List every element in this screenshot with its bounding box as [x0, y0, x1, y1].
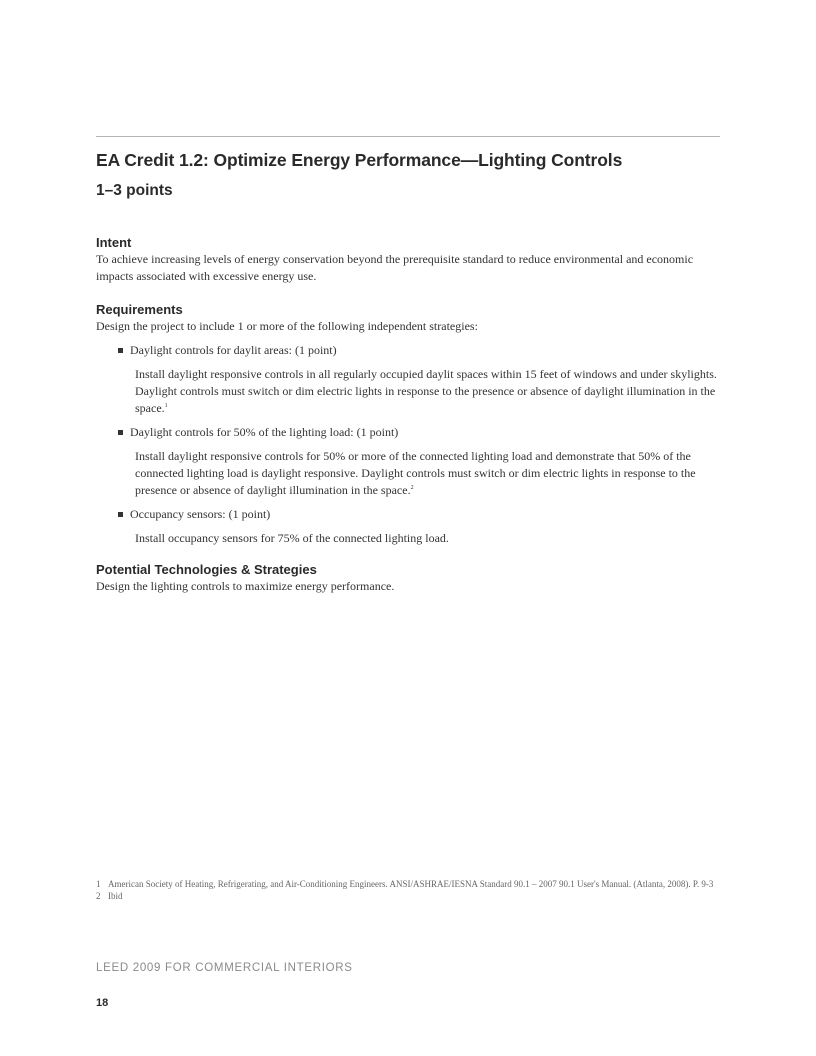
credit-content — [96, 149, 720, 595]
page-title: EA Credit 1.2: Optimize Energy Performance—Lighting Controls — [96, 150, 623, 170]
requirements-heading: Requirements — [96, 302, 183, 317]
running-footer: LEED 2009 FOR COMMERCIAL INTERIORS — [96, 962, 353, 974]
strategy-list — [96, 342, 720, 547]
footnote — [96, 891, 720, 903]
page-number: 18 — [96, 997, 109, 1009]
bullet-square-icon — [118, 512, 123, 517]
list-item — [96, 424, 720, 499]
list-item — [96, 342, 720, 417]
footnote-number: 1 — [96, 879, 101, 889]
bullet-square-icon — [118, 348, 123, 353]
footnote-ref: 2 — [410, 485, 414, 491]
intent-section — [96, 235, 720, 285]
strategy-description: Install occupancy sensors for 75% of the connected lighting load. — [135, 531, 449, 545]
strategy-label: Daylight controls for 50% of the lighting load: (1 point) — [130, 425, 399, 439]
requirements-section — [96, 302, 720, 547]
points-subtitle: 1–3 points — [96, 182, 173, 199]
footnote-text: American Society of Heating, Refrigerating, and Air-Conditioning Engineers. ANSI/ASHRAE/IESNA Standard 90.1 – 2007 90.1 User's Manual. (Atlanta, 2008). P. 9-3 — [108, 879, 714, 889]
strategy-description: Install daylight responsive controls in all regularly occupied daylit spaces within 15 feet of windows and under skylights. Daylight controls must switch or dim electric lights in response to the presence or absence of daylight illumination in the space. — [135, 367, 717, 415]
header-rule — [96, 136, 720, 137]
footnote-number: 2 — [96, 890, 101, 901]
strategy-label: Occupancy sensors: (1 point) — [130, 507, 271, 521]
strategy-label: Daylight controls for daylit areas: (1 point) — [130, 343, 337, 357]
technologies-section — [96, 562, 720, 595]
footnote-ref: 1 — [164, 403, 168, 409]
footnotes — [96, 879, 720, 902]
bullet-square-icon — [118, 430, 123, 435]
footnote-text: Ibid — [108, 890, 123, 901]
intent-heading: Intent — [96, 235, 132, 250]
technologies-text: Design the lighting controls to maximize energy performance. — [96, 579, 395, 593]
technologies-heading: Potential Technologies & Strategies — [96, 562, 317, 577]
footnote — [96, 879, 720, 891]
requirements-text: Design the project to include 1 or more of the following independent strategies: — [96, 319, 478, 333]
list-item — [96, 506, 720, 547]
strategy-description: Install daylight responsive controls for 50% or more of the connected lighting load and demonstrate that 50% of the connected lighting load is daylight responsive. Daylight controls must switch or dim electric lights in response to the presence or absence of daylight illumination in the space. — [135, 449, 696, 497]
intent-text: To achieve increasing levels of energy conservation beyond the prerequisite standard to reduce environmental and economic impacts associated with excessive energy use. — [96, 252, 694, 283]
